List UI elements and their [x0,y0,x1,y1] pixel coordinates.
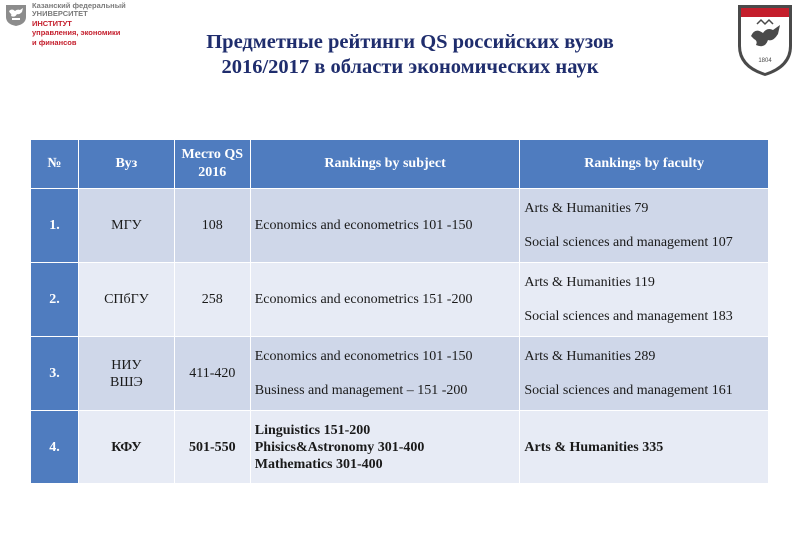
col-subject-header: Rankings by subject [250,140,520,189]
university-cell: МГУ [78,189,174,263]
page-title [150,30,670,80]
qs-place-cell: 501-550 [174,411,250,484]
crest-year: 1804 [758,58,772,64]
col-university-header: Вуз [78,140,174,189]
row-number: 3. [31,337,79,411]
subject-cell [250,337,520,411]
title-line2: 2016/2017 в области экономических наук [221,56,599,78]
col-number-header: № [31,140,79,189]
subject-cell [250,263,520,337]
rankings-table [30,139,769,484]
row-number: 2. [31,263,79,337]
subject-cell [250,189,520,263]
university-name-line1: Казанский федеральный [32,1,126,10]
faculty-cell [520,337,769,411]
faculty-cell [520,411,769,484]
table-row [31,337,769,411]
university-cell: СПбГУ [78,263,174,337]
university-name-line2: УНИВЕРСИТЕТ [32,9,88,19]
qs-place-cell: 258 [174,263,250,337]
table-row [31,189,769,263]
subject-entry: Economics and econometrics 101 -150 [254,349,473,364]
institute-name-line3: и финансов [32,37,77,47]
faculty-entry: Social sciences and management 107 [524,235,733,250]
subject-entry: Phisics&Astronomy 301-400 [254,439,425,455]
table-row [31,411,769,484]
institute-name-line1: ИНСТИТУТ [32,18,72,28]
subject-entry: Linguistics 151-200 [254,422,371,438]
col-qs-place-header: Место QS 2016 [174,140,250,189]
subject-cell [250,411,520,484]
qs-place-cell: 108 [174,189,250,263]
university-cell: КФУ [78,411,174,484]
table-row [31,263,769,337]
kfu-emblem-icon [4,3,28,27]
col-faculty-header: Rankings by faculty [520,140,769,189]
faculty-cell [520,263,769,337]
faculty-entry: Arts & Humanities 335 [524,439,664,455]
qs-place-cell: 411-420 [174,337,250,411]
institute-logo [4,2,154,54]
institute-name-line2: управления, экономики [32,28,121,38]
university-cell: НИУ ВШЭ [78,337,174,411]
faculty-cell [520,189,769,263]
row-number: 1. [31,189,79,263]
faculty-entry: Arts & Humanities 79 [524,201,649,216]
faculty-entry: Arts & Humanities 289 [524,349,656,364]
subject-entry: Mathematics 301-400 [254,456,383,472]
subject-entry: Economics and econometrics 101 -150 [254,218,473,233]
subject-entry: Economics and econometrics 151 -200 [254,292,473,307]
faculty-entry: Social sciences and management 161 [524,383,733,398]
subject-entry: Business and management – 151 -200 [254,383,468,398]
table-header-row [31,140,769,189]
kfu-crest-icon [735,2,795,78]
title-line1: Предметные рейтинги QS российских вузов [206,31,614,53]
row-number: 4. [31,411,79,484]
faculty-entry: Arts & Humanities 119 [524,275,655,290]
faculty-entry: Social sciences and management 183 [524,309,733,324]
